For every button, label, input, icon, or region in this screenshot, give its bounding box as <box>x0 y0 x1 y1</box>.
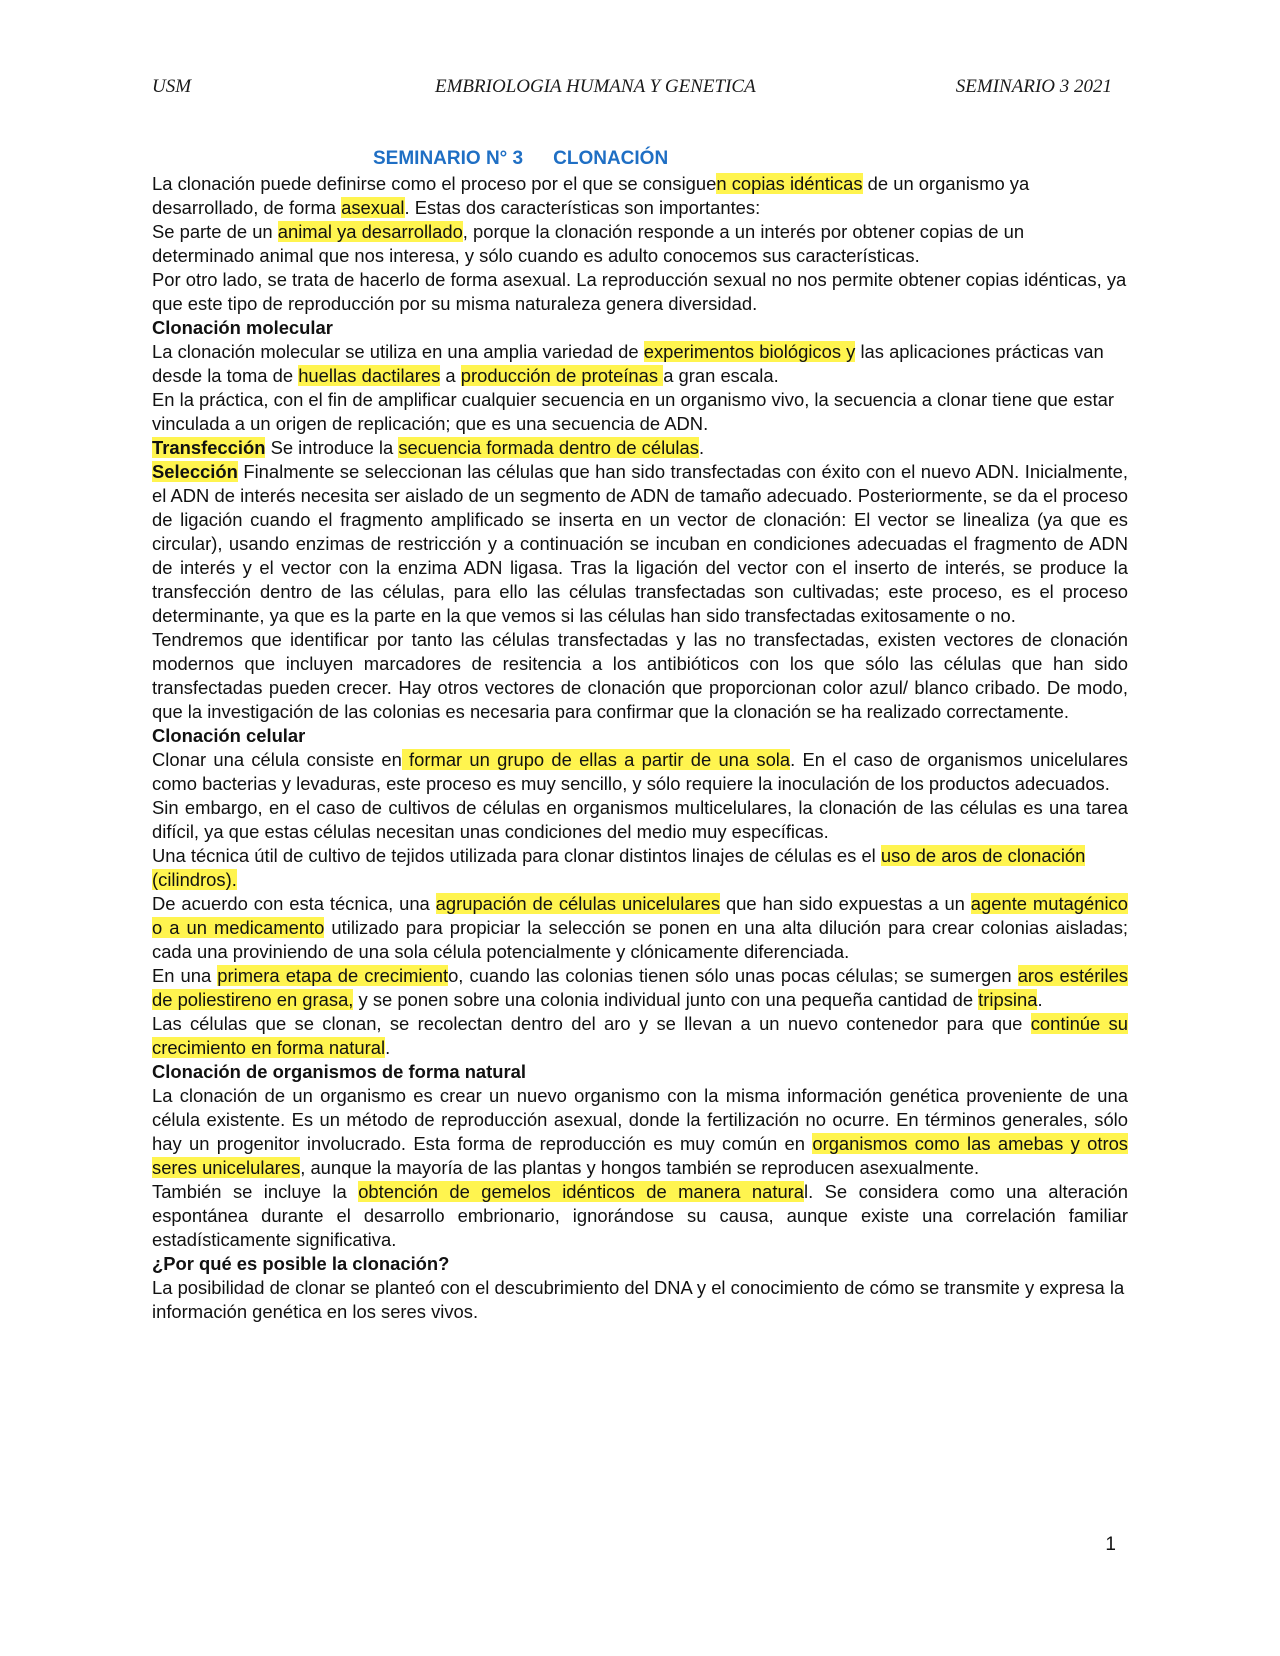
highlight: continúe su crecimiento en forma natural <box>152 1013 1128 1058</box>
document-body <box>152 146 1128 1324</box>
highlight: uso de aros de clonación (cilindros). <box>152 845 1086 890</box>
running-header <box>152 76 1112 102</box>
page-title <box>152 146 1128 172</box>
highlight: agrupación de células unicelulares <box>435 893 721 914</box>
transfection-paragraph: Transfección Se introduce la secuencia formada dentro de células. <box>152 437 705 458</box>
section-heading-why: ¿Por qué es posible la clonación? <box>152 1253 450 1274</box>
header-center: EMBRIOLOGIA HUMANA Y GENETICA <box>435 76 756 97</box>
highlight: experimentos biológicos y <box>643 341 856 362</box>
cellular-paragraph-2: Sin embargo, en el caso de cultivos de células en organismos multicelulares, la clonación de las células es una tarea difícil, ya que estas células necesitan unas condiciones del medio muy específicas. <box>152 797 1128 842</box>
highlight: organismos como las amebas y otros seres unicelulares <box>152 1133 1128 1178</box>
highlight: obtención de gemelos idénticos de manera natura <box>358 1181 805 1202</box>
selection-paragraph: Selección Finalmente se seleccionan las células que han sido transfectadas con éxito con el nuevo ADN. Inicialmente, el ADN de interés necesita ser aislado de un segmento de ADN de tamaño adecuado. Posteriormente, se da el proceso de ligación cuando el fragmento amplificado se inserta en un vector de clonación: El vector se linealiza (ya que es circular), usando enzimas de restricción y a continuación se incuban en condiciones adecuadas el fragmento de ADN de interés y el vector con la enzima ADN ligasa. Tras la ligación del vector con el inserto de interés, se produce la transfección dentro de las células, para ello las células transfectadas son cultivadas; este proceso, es el proceso determinante, ya que es la parte en la que vemos si las células han sido transfectadas exitosamente o no. <box>152 461 1128 626</box>
highlight: tripsina <box>978 989 1038 1010</box>
highlight: n copias idénticas <box>716 173 863 194</box>
cellular-paragraph-3: Una técnica útil de cultivo de tejidos utilizada para clonar distintos linajes de células es el uso de aros de clonación (cilindros). <box>152 845 1086 890</box>
header-right: SEMINARIO 3 2021 <box>955 76 1112 97</box>
natural-paragraph-2: También se incluye la obtención de gemelos idénticos de manera natural. Se considera como una alteración espontánea durante el desarrollo embrionario, ignorándose su causa, aunque existe una correlación familiar estadísticamente significativa. <box>152 1181 1128 1250</box>
intro-paragraph-1: La clonación puede definirse como el proceso por el que se consiguen copias idénticas de un organismo ya desarrollado, de forma asexual. Estas dos características son importantes: <box>152 173 1030 218</box>
section-heading-cellular: Clonación celular <box>152 725 306 746</box>
molecular-paragraph-2: En la práctica, con el fin de amplificar cualquier secuencia en un organismo vivo, la secuencia a clonar tiene que estar vinculada a un origen de replicación; que es una secuencia de ADN. <box>152 389 1114 434</box>
highlight: asexual <box>341 197 405 218</box>
page-number: 1 <box>1105 1534 1116 1555</box>
cellular-paragraph-4: De acuerdo con esta técnica, una agrupación de células unicelulares que han sido expuestas a un agente mutagénico o a un medicamento utilizado para propiciar la selección se ponen en una alta dilución para crear colonias aisladas; cada una proviniendo de una sola célula potencialmente y clónicamente diferenciada. <box>152 893 1129 962</box>
title-number: SEMINARIO N° 3 <box>373 148 524 169</box>
highlight: huellas dactilares <box>298 365 441 386</box>
cellular-paragraph-1: Clonar una célula consiste en formar un grupo de ellas a partir de una sola. En el caso de organismos unicelulares como bacterias y levaduras, este proceso es muy sencillo, y sólo requiere la inoculación de los productos adecuados. <box>152 749 1128 794</box>
title-topic: CLONACIÓN <box>553 148 669 169</box>
cellular-paragraph-5: En una primera etapa de crecimiento, cuando las colonias tienen sólo unas pocas células; se sumergen aros estériles de poliestireno en grasa, y se ponen sobre una colonia individual junto con una pequeña cantidad de tripsina. <box>152 965 1128 1010</box>
highlight: secuencia formada dentro de células <box>398 437 699 458</box>
highlight: aros estériles de poliestireno en grasa, <box>152 965 1128 1010</box>
header-left: USM <box>152 76 192 97</box>
natural-paragraph-1: La clonación de un organismo es crear un nuevo organismo con la misma información genética proveniente de una célula existente. Es un método de reproducción asexual, donde la fertilización no ocurre. En términos generales, sólo hay un progenitor involucrado. Esta forma de reproducción es muy común en organismos como las amebas y otros seres unicelulares, aunque la mayoría de las plantas y hongos también se reproducen asexualmente. <box>152 1085 1128 1178</box>
highlight: producción de proteínas <box>460 365 664 386</box>
highlight: animal ya desarrollado <box>277 221 463 242</box>
molecular-paragraph-3: Tendremos que identificar por tanto las células transfectadas y las no transfectadas, existen vectores de clonación modernos que incluyen marcadores de resitencia a los antibióticos con los que sólo las células que han sido transfectadas pueden crecer. Hay otros vectores de clonación que proporcionan color azul/ blanco cribado. De modo, que la investigación de las colonias es necesaria para confirmar que la clonación se ha realizado correctamente. <box>152 629 1128 722</box>
highlight: agente mutagénico o a un medicamento <box>152 893 1128 938</box>
highlight: primera etapa de crecimient <box>217 965 449 986</box>
term-transfection: Transfección <box>152 437 266 458</box>
section-heading-molecular: Clonación molecular <box>152 317 333 338</box>
molecular-paragraph-1: La clonación molecular se utiliza en una amplia variedad de experimentos biológicos y las aplicaciones prácticas van desde la toma de huellas dactilares a producción de proteínas a gran escala. <box>152 341 1104 386</box>
intro-paragraph-3: Por otro lado, se trata de hacerlo de forma asexual. La reproducción sexual no nos permite obtener copias idénticas, ya que este tipo de reproducción por su misma naturaleza genera diversidad. <box>152 269 1127 314</box>
highlight: formar un grupo de ellas a partir de una sola <box>401 749 791 770</box>
term-selection: Selección <box>152 461 238 482</box>
cellular-paragraph-6: Las células que se clonan, se recolectan dentro del aro y se llevan a un nuevo contenedor para que continúe su crecimiento en forma natural. <box>152 1013 1128 1058</box>
intro-paragraph-2: Se parte de un animal ya desarrollado, porque la clonación responde a un interés por obtener copias de un determinado animal que nos interesa, y sólo cuando es adulto conocemos sus características. <box>152 221 1025 266</box>
section-heading-natural: Clonación de organismos de forma natural <box>152 1061 527 1082</box>
why-paragraph-1: La posibilidad de clonar se planteó con el descubrimiento del DNA y el conocimiento de cómo se transmite y expresa la información genética en los seres vivos. <box>152 1277 1125 1322</box>
